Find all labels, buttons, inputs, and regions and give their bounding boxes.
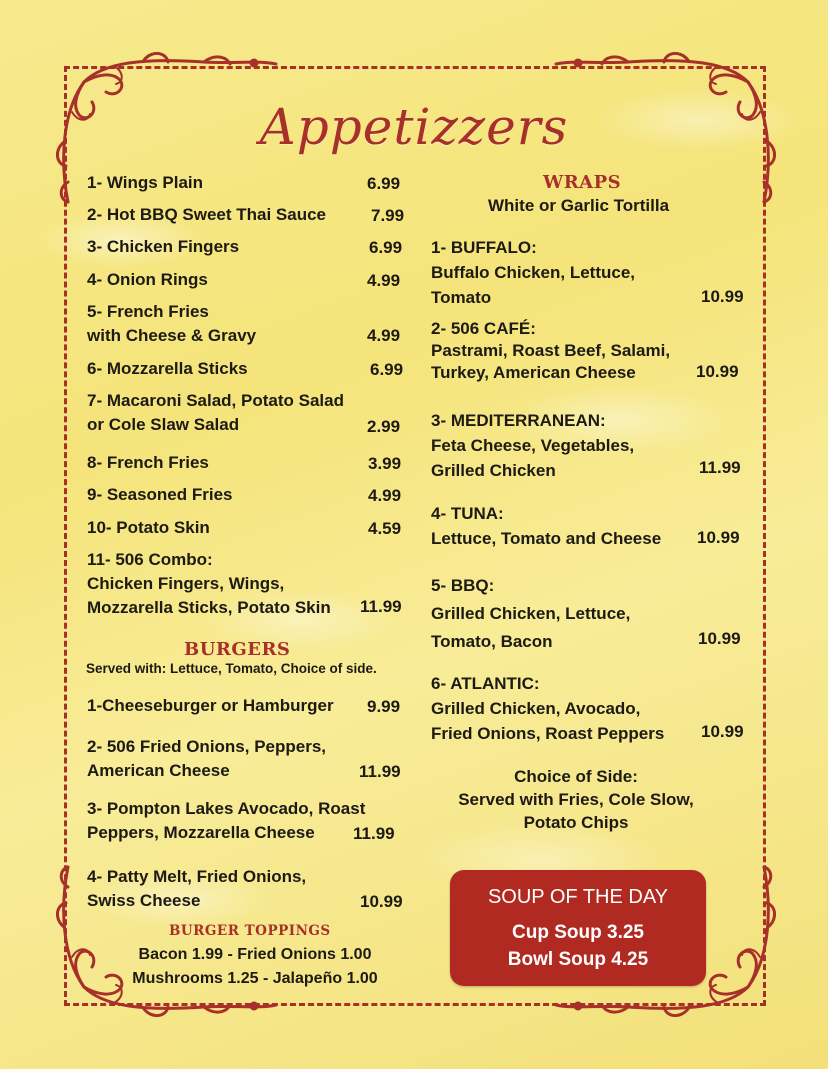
item-price: 11.99 <box>353 824 395 843</box>
item-description: or Cole Slaw Salad <box>87 415 240 434</box>
item-price: 10.99 <box>360 892 403 911</box>
item-name: 3- Pompton Lakes Avocado, Roast <box>87 799 366 818</box>
item-name: 1- BUFFALO: <box>431 238 537 257</box>
soup-line: Cup Soup 3.25 <box>512 922 644 943</box>
menu-item <box>87 357 248 381</box>
wraps-subtitle: White or Garlic Tortilla <box>488 196 670 215</box>
side-choice <box>436 765 716 834</box>
menu-item <box>87 451 209 475</box>
item-name: 5- BBQ: <box>431 576 495 595</box>
item-price: 7.99 <box>371 206 405 225</box>
topping-line: Mushrooms 1.25 - Jalapeño 1.00 <box>132 970 378 987</box>
menu-item <box>87 235 239 259</box>
topping-line: Bacon 1.99 - Fried Onions 1.00 <box>138 946 372 963</box>
item-price: 10.99 <box>697 528 740 547</box>
item-price: 6.99 <box>369 238 403 257</box>
item-name: 9- Seasoned Fries <box>87 485 233 504</box>
item-description: Tomato <box>431 288 492 307</box>
item-price: 10.99 <box>698 629 741 648</box>
menu-item <box>431 501 661 551</box>
item-name: 4- Patty Melt, Fried Onions, <box>87 867 307 886</box>
menu-item <box>87 171 203 195</box>
menu-item <box>431 572 630 656</box>
soup-title: SOUP OF THE DAY <box>487 886 669 908</box>
item-name: 5- French Fries <box>87 302 209 321</box>
burgers-note: Served with: Lettuce, Tomato, Choice of side. <box>86 661 377 676</box>
item-name: 2- 506 CAFÉ: <box>431 319 536 338</box>
item-price: 4.99 <box>368 486 402 505</box>
item-name: 11- 506 Combo: <box>87 550 213 569</box>
item-price: 10.99 <box>701 722 744 741</box>
item-description: Pastrami, Roast Beef, Salami, <box>431 341 671 360</box>
menu-item <box>431 235 635 310</box>
menu-item <box>87 548 331 620</box>
item-description: Fried Onions, Roast Peppers <box>431 724 665 743</box>
section-heading-wraps: WRAPS <box>543 172 622 193</box>
item-name: 6- Mozzarella Sticks <box>87 359 248 378</box>
menu-item <box>87 300 256 348</box>
toppings-list <box>100 943 410 991</box>
item-price: 11.99 <box>699 458 741 477</box>
item-name: 8- French Fries <box>87 453 209 472</box>
item-description: Grilled Chicken <box>431 461 556 480</box>
item-name: 1- Wings Plain <box>87 173 204 192</box>
item-description: Feta Cheese, Vegetables, <box>431 436 635 455</box>
item-price: 11.99 <box>360 597 402 616</box>
item-description: Grilled Chicken, Avocado, <box>431 699 641 718</box>
item-name: 4- Onion Rings <box>87 270 208 289</box>
item-description: Chicken Fingers, Wings, <box>87 574 285 593</box>
section-heading-burgers: BURGERS <box>184 639 291 660</box>
item-description: Lettuce, Tomato and Cheese <box>431 529 662 548</box>
item-price: 4.99 <box>367 271 401 290</box>
item-description: Grilled Chicken, Lettuce, <box>431 604 631 623</box>
item-price: 2.99 <box>367 417 401 436</box>
item-name: 3- Chicken Fingers <box>87 237 240 256</box>
item-price: 6.99 <box>367 174 401 193</box>
menu-item <box>87 483 233 507</box>
item-price: 4.99 <box>367 326 401 345</box>
item-description: with Cheese & Gravy <box>87 326 257 345</box>
item-description: Buffalo Chicken, Lettuce, <box>431 263 636 282</box>
section-heading-toppings: BURGER TOPPINGS <box>169 923 331 939</box>
menu-item <box>87 797 365 845</box>
item-description: Tomato, Bacon <box>431 632 553 651</box>
menu-item <box>87 389 344 437</box>
item-description: Peppers, Mozzarella Cheese <box>87 823 315 842</box>
menu-item <box>87 694 334 718</box>
item-price: 10.99 <box>701 287 744 306</box>
item-description: Swiss Cheese <box>87 891 201 910</box>
item-description: Turkey, American Cheese <box>431 363 636 382</box>
item-name: 2- 506 Fried Onions, Peppers, <box>87 737 327 756</box>
soup-line: Bowl Soup 4.25 <box>507 949 649 970</box>
item-price: 9.99 <box>367 697 401 716</box>
side-line: Choice of Side: <box>514 767 638 786</box>
item-price: 3.99 <box>368 454 402 473</box>
item-price: 6.99 <box>370 360 404 379</box>
item-name: 1-Cheeseburger or Hamburger <box>87 696 334 715</box>
item-name: 2- Hot BBQ Sweet Thai Sauce <box>87 205 326 224</box>
item-name: 6- ATLANTIC: <box>431 674 540 693</box>
soup-of-the-day-box <box>450 870 706 986</box>
item-price: 4.59 <box>368 519 402 538</box>
menu-item <box>87 268 208 292</box>
item-price: 10.99 <box>696 362 739 381</box>
menu-item <box>87 735 326 783</box>
soup-prices <box>450 919 706 973</box>
menu-item <box>87 865 306 913</box>
menu-item <box>87 516 210 540</box>
menu-item <box>431 408 634 483</box>
menu-item <box>87 203 326 227</box>
page-title: Appetizzers <box>259 98 569 156</box>
item-description: American Cheese <box>87 761 230 780</box>
item-name: 7- Macaroni Salad, Potato Salad <box>87 391 344 410</box>
item-name: 4- TUNA: <box>431 504 504 523</box>
side-line: Potato Chips <box>523 813 629 832</box>
menu-item <box>431 318 670 384</box>
item-name: 10- Potato Skin <box>87 518 210 537</box>
menu-item <box>431 671 664 746</box>
side-line: Served with Fries, Cole Slow, <box>458 790 694 809</box>
item-price: 11.99 <box>359 762 401 781</box>
item-description: Mozzarella Sticks, Potato Skin <box>87 598 331 617</box>
item-name: 3- MEDITERRANEAN: <box>431 411 606 430</box>
